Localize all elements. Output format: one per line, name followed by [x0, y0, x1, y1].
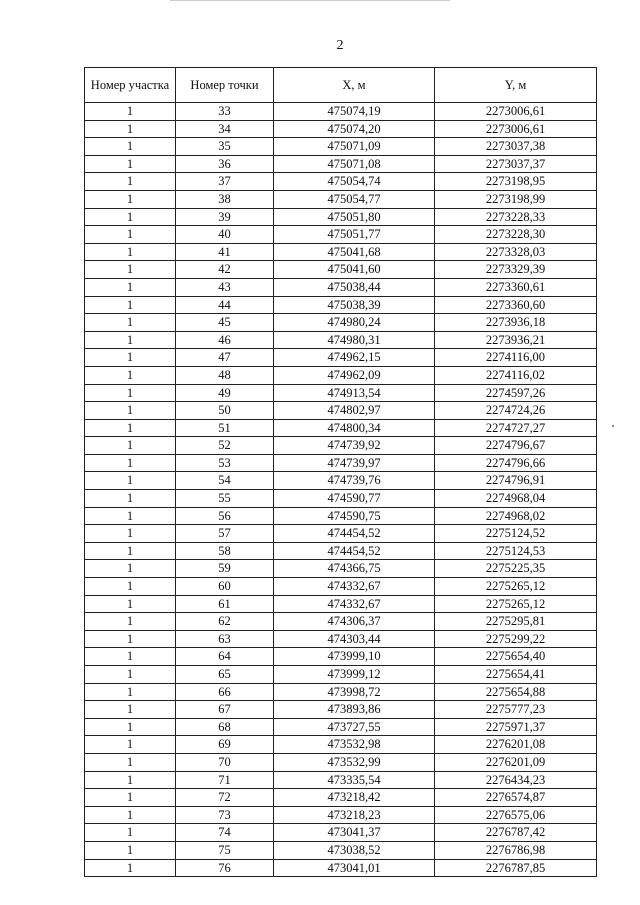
table-row: [85, 208, 597, 226]
cell-plot-number: 1: [85, 366, 176, 384]
cell-plot-number: 1: [85, 243, 176, 261]
cell-y-coordinate: 2275777,23: [435, 701, 597, 719]
cell-x-coordinate: 473335,54: [274, 771, 435, 789]
cell-y-coordinate: 2275265,12: [435, 578, 597, 596]
cell-plot-number: 1: [85, 753, 176, 771]
cell-y-coordinate: 2275225,35: [435, 560, 597, 578]
cell-plot-number: 1: [85, 666, 176, 684]
cell-x-coordinate: 475051,80: [274, 208, 435, 226]
cell-plot-number: 1: [85, 490, 176, 508]
table-row: [85, 490, 597, 508]
cell-plot-number: 1: [85, 595, 176, 613]
table-row: [85, 173, 597, 191]
cell-x-coordinate: 474366,75: [274, 560, 435, 578]
cell-y-coordinate: 2275124,52: [435, 525, 597, 543]
cell-point-number: 62: [176, 613, 274, 631]
cell-plot-number: 1: [85, 402, 176, 420]
cell-x-coordinate: 474454,52: [274, 542, 435, 560]
cell-y-coordinate: 2273936,21: [435, 331, 597, 349]
table-row: [85, 683, 597, 701]
cell-plot-number: 1: [85, 824, 176, 842]
cell-point-number: 39: [176, 208, 274, 226]
cell-y-coordinate: 2274116,00: [435, 349, 597, 367]
cell-y-coordinate: 2274116,02: [435, 366, 597, 384]
cell-y-coordinate: 2275654,40: [435, 648, 597, 666]
table-row: [85, 718, 597, 736]
cell-x-coordinate: 474332,67: [274, 578, 435, 596]
page-number: 2: [336, 38, 344, 53]
table-row: [85, 243, 597, 261]
cell-y-coordinate: 2273006,61: [435, 120, 597, 138]
cell-x-coordinate: 474306,37: [274, 613, 435, 631]
cell-x-coordinate: 474303,44: [274, 630, 435, 648]
cell-point-number: 50: [176, 402, 274, 420]
table-row: [85, 454, 597, 472]
table-row: [85, 138, 597, 156]
header-y-coordinate: Y, м: [435, 68, 597, 103]
cell-y-coordinate: 2273198,99: [435, 190, 597, 208]
cell-y-coordinate: 2273360,61: [435, 278, 597, 296]
cell-x-coordinate: 473999,12: [274, 666, 435, 684]
table-row: [85, 578, 597, 596]
table-row: [85, 155, 597, 173]
cell-point-number: 67: [176, 701, 274, 719]
cell-y-coordinate: 2273006,61: [435, 103, 597, 121]
cell-point-number: 36: [176, 155, 274, 173]
cell-point-number: 59: [176, 560, 274, 578]
table-row: [85, 349, 597, 367]
cell-plot-number: 1: [85, 841, 176, 859]
cell-plot-number: 1: [85, 630, 176, 648]
cell-plot-number: 1: [85, 683, 176, 701]
scan-speck: [612, 425, 614, 427]
cell-x-coordinate: 475041,68: [274, 243, 435, 261]
cell-point-number: 44: [176, 296, 274, 314]
cell-point-number: 38: [176, 190, 274, 208]
cell-y-coordinate: 2276786,98: [435, 841, 597, 859]
cell-point-number: 58: [176, 542, 274, 560]
cell-plot-number: 1: [85, 155, 176, 173]
cell-y-coordinate: 2274796,91: [435, 472, 597, 490]
table-row: [85, 824, 597, 842]
cell-x-coordinate: 475051,77: [274, 226, 435, 244]
cell-x-coordinate: 474962,09: [274, 366, 435, 384]
cell-y-coordinate: 2275265,12: [435, 595, 597, 613]
cell-plot-number: 1: [85, 718, 176, 736]
cell-y-coordinate: 2276574,87: [435, 789, 597, 807]
cell-point-number: 45: [176, 314, 274, 332]
cell-point-number: 70: [176, 753, 274, 771]
cell-x-coordinate: 473532,98: [274, 736, 435, 754]
cell-point-number: 61: [176, 595, 274, 613]
cell-y-coordinate: 2273936,18: [435, 314, 597, 332]
cell-plot-number: 1: [85, 190, 176, 208]
table-row: [85, 613, 597, 631]
cell-x-coordinate: 475038,44: [274, 278, 435, 296]
cell-point-number: 68: [176, 718, 274, 736]
cell-x-coordinate: 475038,39: [274, 296, 435, 314]
cell-point-number: 60: [176, 578, 274, 596]
table-row: [85, 507, 597, 525]
cell-plot-number: 1: [85, 384, 176, 402]
cell-point-number: 47: [176, 349, 274, 367]
cell-x-coordinate: 473999,10: [274, 648, 435, 666]
cell-plot-number: 1: [85, 578, 176, 596]
cell-plot-number: 1: [85, 261, 176, 279]
cell-x-coordinate: 474739,97: [274, 454, 435, 472]
cell-x-coordinate: 474980,24: [274, 314, 435, 332]
cell-y-coordinate: 2274796,67: [435, 437, 597, 455]
cell-plot-number: 1: [85, 278, 176, 296]
cell-x-coordinate: 473218,23: [274, 806, 435, 824]
cell-plot-number: 1: [85, 173, 176, 191]
cell-x-coordinate: 473998,72: [274, 683, 435, 701]
cell-plot-number: 1: [85, 331, 176, 349]
cell-x-coordinate: 475071,08: [274, 155, 435, 173]
cell-plot-number: 1: [85, 648, 176, 666]
table-row: [85, 701, 597, 719]
cell-point-number: 55: [176, 490, 274, 508]
cell-plot-number: 1: [85, 736, 176, 754]
cell-point-number: 74: [176, 824, 274, 842]
cell-point-number: 33: [176, 103, 274, 121]
cell-y-coordinate: 2273360,60: [435, 296, 597, 314]
cell-point-number: 64: [176, 648, 274, 666]
table-row: [85, 314, 597, 332]
cell-y-coordinate: 2273328,03: [435, 243, 597, 261]
cell-point-number: 48: [176, 366, 274, 384]
cell-plot-number: 1: [85, 613, 176, 631]
table-row: [85, 841, 597, 859]
table-row: [85, 560, 597, 578]
cell-x-coordinate: 473532,99: [274, 753, 435, 771]
cell-y-coordinate: 2276434,23: [435, 771, 597, 789]
cell-y-coordinate: 2273198,95: [435, 173, 597, 191]
table-row: [85, 296, 597, 314]
cell-y-coordinate: 2276787,85: [435, 859, 597, 877]
cell-plot-number: 1: [85, 208, 176, 226]
cell-x-coordinate: 474962,15: [274, 349, 435, 367]
cell-plot-number: 1: [85, 120, 176, 138]
cell-x-coordinate: 474739,76: [274, 472, 435, 490]
cell-x-coordinate: 475041,60: [274, 261, 435, 279]
cell-point-number: 71: [176, 771, 274, 789]
header-point-number: Номер точки: [176, 68, 274, 103]
cell-y-coordinate: 2273329,39: [435, 261, 597, 279]
cell-x-coordinate: 473893,86: [274, 701, 435, 719]
cell-point-number: 56: [176, 507, 274, 525]
cell-y-coordinate: 2276201,09: [435, 753, 597, 771]
scan-edge-line: [170, 0, 450, 1]
cell-y-coordinate: 2275299,22: [435, 630, 597, 648]
cell-point-number: 54: [176, 472, 274, 490]
cell-x-coordinate: 473041,01: [274, 859, 435, 877]
table-row: [85, 261, 597, 279]
cell-plot-number: 1: [85, 296, 176, 314]
cell-point-number: 42: [176, 261, 274, 279]
table-row: [85, 103, 597, 121]
cell-y-coordinate: 2273037,37: [435, 155, 597, 173]
table-row: [85, 789, 597, 807]
cell-plot-number: 1: [85, 701, 176, 719]
cell-x-coordinate: 473727,55: [274, 718, 435, 736]
cell-point-number: 46: [176, 331, 274, 349]
table-row: [85, 859, 597, 877]
cell-plot-number: 1: [85, 789, 176, 807]
cell-plot-number: 1: [85, 806, 176, 824]
cell-point-number: 49: [176, 384, 274, 402]
table-row: [85, 437, 597, 455]
header-x-coordinate: X, м: [274, 68, 435, 103]
cell-plot-number: 1: [85, 314, 176, 332]
cell-x-coordinate: 474739,92: [274, 437, 435, 455]
table-row: [85, 630, 597, 648]
cell-x-coordinate: 474332,67: [274, 595, 435, 613]
table-row: [85, 806, 597, 824]
cell-plot-number: 1: [85, 859, 176, 877]
cell-x-coordinate: 474802,97: [274, 402, 435, 420]
cell-plot-number: 1: [85, 226, 176, 244]
cell-point-number: 57: [176, 525, 274, 543]
cell-x-coordinate: 474913,54: [274, 384, 435, 402]
cell-x-coordinate: 475071,09: [274, 138, 435, 156]
cell-point-number: 41: [176, 243, 274, 261]
cell-y-coordinate: 2276787,42: [435, 824, 597, 842]
cell-x-coordinate: 475054,77: [274, 190, 435, 208]
cell-y-coordinate: 2275124,53: [435, 542, 597, 560]
cell-plot-number: 1: [85, 771, 176, 789]
cell-y-coordinate: 2275971,37: [435, 718, 597, 736]
cell-y-coordinate: 2274597,26: [435, 384, 597, 402]
cell-y-coordinate: 2273037,38: [435, 138, 597, 156]
cell-point-number: 75: [176, 841, 274, 859]
cell-y-coordinate: 2276201,08: [435, 736, 597, 754]
cell-x-coordinate: 474800,34: [274, 419, 435, 437]
table-row: [85, 190, 597, 208]
cell-x-coordinate: 473218,42: [274, 789, 435, 807]
cell-point-number: 37: [176, 173, 274, 191]
table-row: [85, 331, 597, 349]
cell-y-coordinate: 2274968,04: [435, 490, 597, 508]
coordinates-table: [84, 67, 597, 877]
header-plot-number: Номер участка: [85, 68, 176, 103]
cell-point-number: 65: [176, 666, 274, 684]
cell-plot-number: 1: [85, 472, 176, 490]
table-row: [85, 278, 597, 296]
cell-point-number: 34: [176, 120, 274, 138]
cell-point-number: 76: [176, 859, 274, 877]
cell-x-coordinate: 474590,75: [274, 507, 435, 525]
cell-plot-number: 1: [85, 349, 176, 367]
cell-x-coordinate: 474454,52: [274, 525, 435, 543]
cell-plot-number: 1: [85, 419, 176, 437]
cell-point-number: 72: [176, 789, 274, 807]
table-row: [85, 595, 597, 613]
table-row: [85, 226, 597, 244]
cell-point-number: 52: [176, 437, 274, 455]
cell-x-coordinate: 475054,74: [274, 173, 435, 191]
cell-x-coordinate: 474980,31: [274, 331, 435, 349]
table-row: [85, 542, 597, 560]
table-row: [85, 366, 597, 384]
cell-y-coordinate: 2275654,41: [435, 666, 597, 684]
table-header: [85, 68, 597, 103]
cell-point-number: 63: [176, 630, 274, 648]
cell-point-number: 35: [176, 138, 274, 156]
cell-point-number: 66: [176, 683, 274, 701]
cell-plot-number: 1: [85, 138, 176, 156]
cell-y-coordinate: 2275295,81: [435, 613, 597, 631]
table-row: [85, 419, 597, 437]
cell-plot-number: 1: [85, 560, 176, 578]
cell-plot-number: 1: [85, 454, 176, 472]
table-body: [85, 103, 597, 877]
cell-y-coordinate: 2275654,88: [435, 683, 597, 701]
header-row: [85, 68, 597, 103]
cell-y-coordinate: 2274796,66: [435, 454, 597, 472]
cell-point-number: 73: [176, 806, 274, 824]
cell-point-number: 43: [176, 278, 274, 296]
cell-x-coordinate: 475074,19: [274, 103, 435, 121]
table-row: [85, 384, 597, 402]
cell-x-coordinate: 474590,77: [274, 490, 435, 508]
cell-point-number: 69: [176, 736, 274, 754]
table-row: [85, 736, 597, 754]
cell-point-number: 51: [176, 419, 274, 437]
cell-plot-number: 1: [85, 542, 176, 560]
cell-x-coordinate: 473041,37: [274, 824, 435, 842]
table-row: [85, 648, 597, 666]
cell-y-coordinate: 2273228,30: [435, 226, 597, 244]
cell-plot-number: 1: [85, 437, 176, 455]
cell-y-coordinate: 2273228,33: [435, 208, 597, 226]
cell-plot-number: 1: [85, 525, 176, 543]
table-row: [85, 753, 597, 771]
cell-y-coordinate: 2274727,27: [435, 419, 597, 437]
cell-y-coordinate: 2274724,26: [435, 402, 597, 420]
table-row: [85, 472, 597, 490]
table-row: [85, 402, 597, 420]
cell-y-coordinate: 2274968,02: [435, 507, 597, 525]
cell-x-coordinate: 473038,52: [274, 841, 435, 859]
table-row: [85, 771, 597, 789]
cell-y-coordinate: 2276575,06: [435, 806, 597, 824]
cell-point-number: 40: [176, 226, 274, 244]
cell-plot-number: 1: [85, 103, 176, 121]
cell-plot-number: 1: [85, 507, 176, 525]
cell-x-coordinate: 475074,20: [274, 120, 435, 138]
table-row: [85, 120, 597, 138]
cell-point-number: 53: [176, 454, 274, 472]
table-row: [85, 525, 597, 543]
table-row: [85, 666, 597, 684]
